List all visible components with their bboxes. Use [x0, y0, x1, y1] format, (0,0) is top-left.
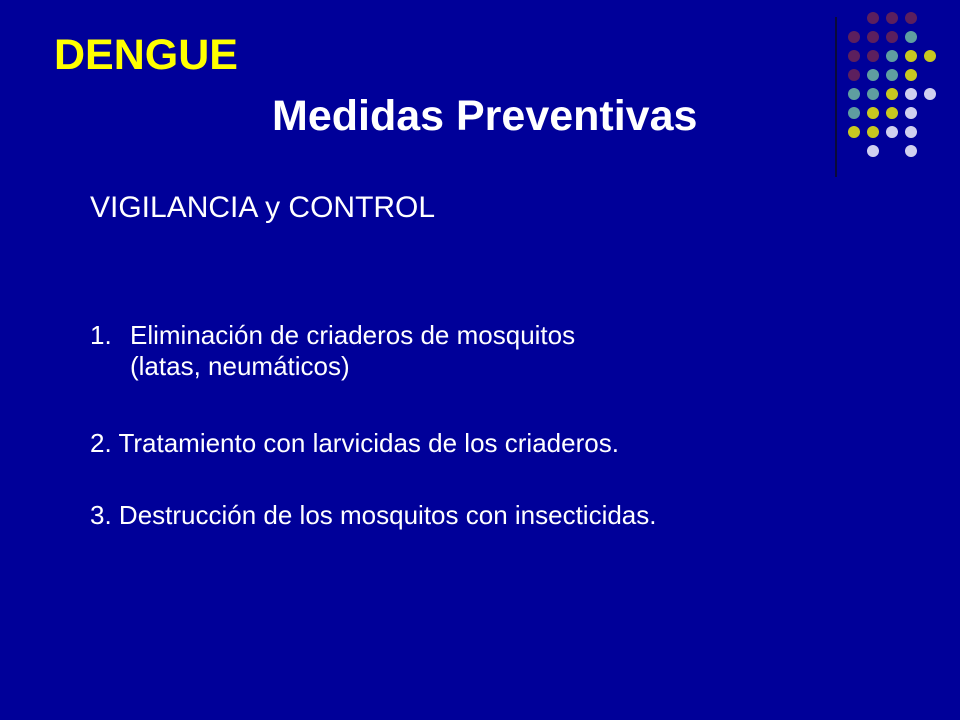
- list-item: [90, 500, 657, 531]
- decorative-dot: [848, 126, 860, 138]
- decorative-dot: [867, 107, 879, 119]
- list-item-number: 1.: [90, 320, 112, 350]
- decorative-dot: [867, 31, 879, 43]
- list-item-text: Eliminación de criaderos de mosquitos: [130, 320, 576, 350]
- list-item-number: 3.: [90, 500, 112, 530]
- decorative-dot: [924, 50, 936, 62]
- decorative-dot: [905, 12, 917, 24]
- list-item-continuation: (latas, neumáticos): [130, 351, 350, 381]
- decorative-dot: [848, 88, 860, 100]
- decorative-dot: [867, 126, 879, 138]
- list-item: [90, 320, 576, 381]
- decorative-dot: [848, 107, 860, 119]
- list-item-text: Tratamiento con larvicidas de los criaderos.: [111, 428, 619, 458]
- decorative-dot: [905, 88, 917, 100]
- decorative-dot: [848, 50, 860, 62]
- list-item-number: 2.: [90, 428, 112, 458]
- decorative-dot: [867, 69, 879, 81]
- decorative-dot: [867, 145, 879, 157]
- list-item: [90, 428, 619, 459]
- decorative-dot: [905, 69, 917, 81]
- decorative-dot: [905, 145, 917, 157]
- decorative-dot: [867, 12, 879, 24]
- decorative-dot: [905, 50, 917, 62]
- decorative-dot: [886, 50, 898, 62]
- decorative-dot: [886, 126, 898, 138]
- decorative-dot: [848, 31, 860, 43]
- decorative-dot: [867, 88, 879, 100]
- decorative-dot: [848, 69, 860, 81]
- list-item-text: Destrucción de los mosquitos con insecticidas.: [111, 500, 657, 530]
- decorative-dot: [886, 31, 898, 43]
- vertical-divider: [835, 17, 837, 177]
- decorative-dot: [924, 88, 936, 100]
- slide-title: DENGUE: [54, 31, 238, 79]
- decorative-dot: [886, 88, 898, 100]
- decorative-dot-grid: [846, 10, 956, 160]
- decorative-dot: [905, 126, 917, 138]
- decorative-dot: [886, 69, 898, 81]
- slide-subtitle: Medidas Preventivas: [272, 92, 698, 140]
- decorative-dot: [867, 50, 879, 62]
- decorative-dot: [886, 12, 898, 24]
- decorative-dot: [886, 107, 898, 119]
- section-heading: VIGILANCIA y CONTROL: [90, 191, 436, 224]
- decorative-dot: [905, 107, 917, 119]
- decorative-dot: [905, 31, 917, 43]
